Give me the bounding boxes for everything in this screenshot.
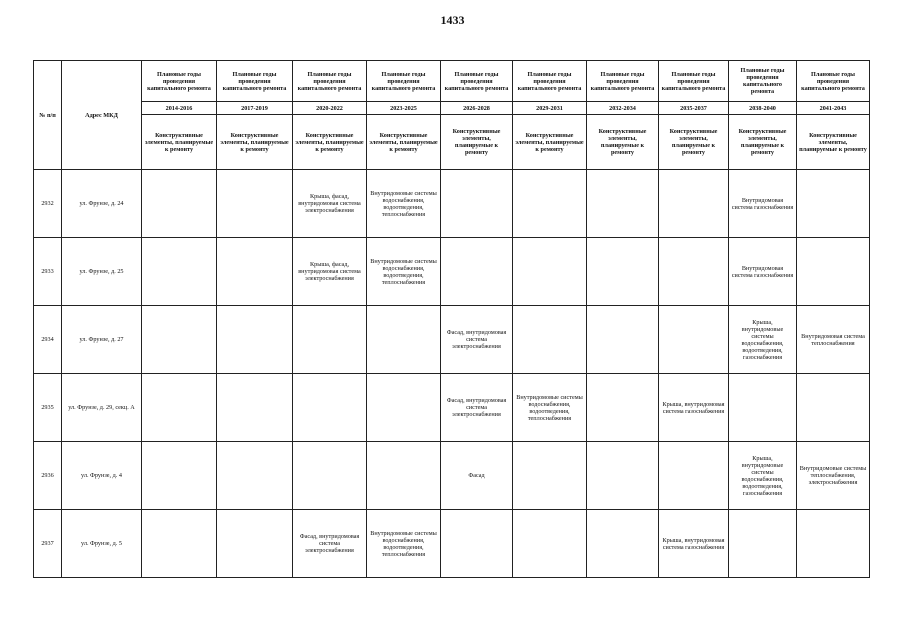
plan-cell: Внутридомовые системы водоснабжения, водоотведения, теплоснабжения [367, 238, 441, 306]
table-row [34, 238, 870, 306]
plan-cell [513, 442, 587, 510]
plan-cell: Фасад, внутридомовая система электроснабжения [441, 374, 513, 442]
plan-cell: Крыша, внутридомовая система газоснабжения [659, 510, 729, 578]
plan-header: Плановые годы проведения капитального ремонта [587, 61, 659, 102]
row-address: ул. Фрунзе, д. 27 [62, 306, 142, 374]
header-row-years [34, 102, 870, 115]
elements-header: Конструктивные элементы, планируемые к ремонту [797, 115, 870, 170]
header-row-elements [34, 115, 870, 170]
plan-cell [659, 170, 729, 238]
plan-cell [659, 442, 729, 510]
plan-cell [293, 374, 367, 442]
plan-cell: Внутридомовая система газоснабжения [729, 170, 797, 238]
plan-cell [142, 510, 217, 578]
plan-cell [217, 170, 293, 238]
elements-header: Конструктивные элементы, планируемые к ремонту [142, 115, 217, 170]
elements-header: Конструктивные элементы, планируемые к ремонту [441, 115, 513, 170]
plan-cell: Фасад, внутридомовая система электроснабжения [293, 510, 367, 578]
plan-cell [587, 306, 659, 374]
plan-cell [217, 238, 293, 306]
plan-header: Плановые годы проведения капитального ремонта [729, 61, 797, 102]
plan-cell [142, 442, 217, 510]
plan-cell [587, 238, 659, 306]
plan-cell [513, 306, 587, 374]
year-range: 2035-2037 [659, 102, 729, 115]
plan-header: Плановые годы проведения капитального ремонта [217, 61, 293, 102]
year-range: 2020-2022 [293, 102, 367, 115]
plan-header: Плановые годы проведения капитального ремонта [513, 61, 587, 102]
row-address: ул. Фрунзе, д. 24 [62, 170, 142, 238]
year-range: 2014-2016 [142, 102, 217, 115]
header-row-plan [34, 61, 870, 102]
plan-cell [797, 170, 870, 238]
plan-cell [293, 442, 367, 510]
plan-cell [729, 374, 797, 442]
plan-cell: Внутридомовые системы теплоснабжения, электроснабжения [797, 442, 870, 510]
row-address: ул. Фрунзе, д. 29, секц. А [62, 374, 142, 442]
page-number: 1433 [440, 13, 465, 27]
plan-cell [659, 306, 729, 374]
plan-cell [441, 510, 513, 578]
plan-cell [729, 510, 797, 578]
row-number: 2937 [34, 510, 62, 578]
elements-header: Конструктивные элементы, планируемые к ремонту [217, 115, 293, 170]
elements-header: Конструктивные элементы, планируемые к ремонту [367, 115, 441, 170]
elements-header: Конструктивные элементы, планируемые к ремонту [729, 115, 797, 170]
plan-cell [797, 374, 870, 442]
plan-header: Плановые годы проведения капитального ремонта [659, 61, 729, 102]
plan-cell [367, 306, 441, 374]
plan-header: Плановые годы проведения капитального ремонта [797, 61, 870, 102]
plan-header: Плановые годы проведения капитального ремонта [293, 61, 367, 102]
table-row [34, 170, 870, 238]
plan-cell [441, 238, 513, 306]
plan-cell [513, 170, 587, 238]
row-number: 2932 [34, 170, 62, 238]
year-range: 2041-2043 [797, 102, 870, 115]
plan-cell: Внутридомовые системы водоснабжения, водоотведения, теплоснабжения [367, 170, 441, 238]
row-address: ул. Фрунзе, д. 25 [62, 238, 142, 306]
year-range: 2038-2040 [729, 102, 797, 115]
plan-cell [217, 510, 293, 578]
plan-cell [513, 238, 587, 306]
plan-cell [217, 442, 293, 510]
plan-cell: Внутридомовая система газоснабжения [729, 238, 797, 306]
plan-cell: Крыша, внутридомовая система газоснабжения [659, 374, 729, 442]
plan-cell [142, 306, 217, 374]
plan-cell [797, 510, 870, 578]
plan-cell: Внутридомовые системы водоснабжения, водоотведения, теплоснабжения [513, 374, 587, 442]
plan-cell [587, 374, 659, 442]
plan-cell: Фасад [441, 442, 513, 510]
year-range: 2026-2028 [441, 102, 513, 115]
row-number: 2935 [34, 374, 62, 442]
capital-repair-table [33, 60, 870, 578]
plan-header: Плановые годы проведения капитального ремонта [142, 61, 217, 102]
plan-cell: Крыша, фасад, внутридомовая система электроснабжения [293, 170, 367, 238]
plan-cell: Внутридомовая система теплоснабжения [797, 306, 870, 374]
plan-cell [217, 306, 293, 374]
plan-cell: Фасад, внутридомовая система электроснабжения [441, 306, 513, 374]
year-range: 2023-2025 [367, 102, 441, 115]
plan-cell [367, 374, 441, 442]
elements-header: Конструктивные элементы, планируемые к ремонту [293, 115, 367, 170]
table-row [34, 306, 870, 374]
elements-header: Конструктивные элементы, планируемые к ремонту [513, 115, 587, 170]
row-address: ул. Фрунзе, д. 5 [62, 510, 142, 578]
num-header: № п/п [34, 61, 62, 170]
plan-cell [367, 442, 441, 510]
plan-cell [142, 238, 217, 306]
row-address: ул. Фрунзе, д. 4 [62, 442, 142, 510]
plan-cell [441, 170, 513, 238]
table-row [34, 442, 870, 510]
plan-cell: Крыша, фасад, внутридомовая система электроснабжения [293, 238, 367, 306]
elements-header: Конструктивные элементы, планируемые к ремонту [659, 115, 729, 170]
plan-cell [513, 510, 587, 578]
row-number: 2933 [34, 238, 62, 306]
plan-cell [142, 170, 217, 238]
table-row [34, 374, 870, 442]
elements-header: Конструктивные элементы, планируемые к ремонту [587, 115, 659, 170]
plan-cell [659, 238, 729, 306]
plan-cell [217, 374, 293, 442]
year-range: 2029-2031 [513, 102, 587, 115]
plan-header: Плановые годы проведения капитального ремонта [441, 61, 513, 102]
plan-cell [797, 238, 870, 306]
year-range: 2032-2034 [587, 102, 659, 115]
plan-cell [142, 374, 217, 442]
plan-cell [293, 306, 367, 374]
plan-cell: Крыша, внутридомовые системы водоснабжения, водоотведения, газоснабжения [729, 442, 797, 510]
row-number: 2934 [34, 306, 62, 374]
table-row [34, 510, 870, 578]
plan-cell [587, 170, 659, 238]
address-header: Адрес МКД [62, 61, 142, 170]
plan-cell: Крыша, внутридомовые системы водоснабжения, водоотведения, газоснабжения [729, 306, 797, 374]
year-range: 2017-2019 [217, 102, 293, 115]
plan-header: Плановые годы проведения капитального ремонта [367, 61, 441, 102]
plan-cell: Внутридомовые системы водоснабжения, водоотведения, теплоснабжения [367, 510, 441, 578]
plan-cell [587, 510, 659, 578]
plan-cell [587, 442, 659, 510]
row-number: 2936 [34, 442, 62, 510]
